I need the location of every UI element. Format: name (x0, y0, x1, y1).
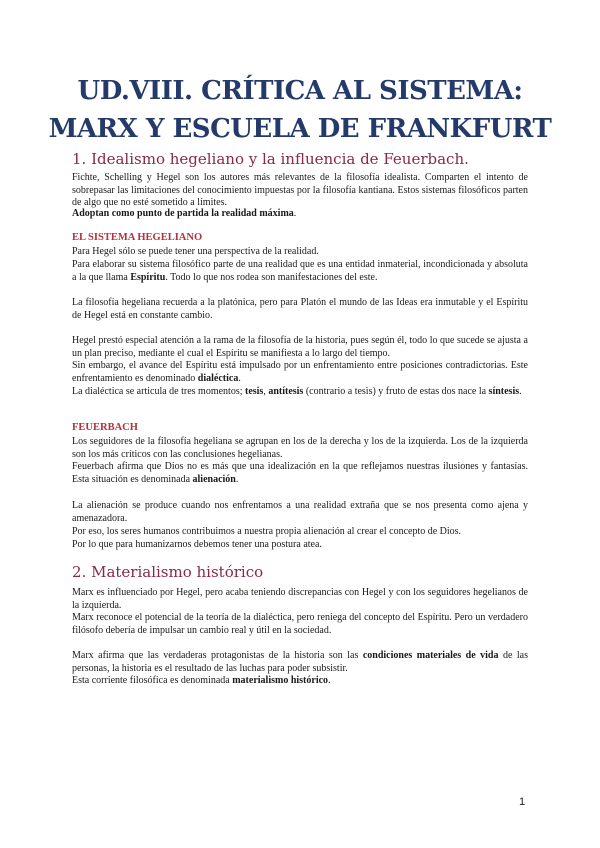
hegel-p6-comma: , (263, 386, 269, 397)
hegel-p2-text-c: . Todo lo que nos rodea son manifestaciones del este. (165, 271, 378, 283)
feuerbach-paragraph-5: Por lo que para humanizarnos debemos tener una postura atea. (72, 539, 322, 550)
s2-p3-bold: condiciones materiales de vida (362, 650, 499, 661)
feuerbach-paragraph-4: Por eso, los seres humanos contribuimos a nuestra propia alienación al crear el concepto de Dios. (72, 526, 462, 537)
hegel-p2-text-a: Para elaborar su sistema filosófico parte de una realidad que es una entidad inmaterial, incondicionada y absoluta a la que llama (72, 259, 528, 283)
hegel-p5-text-a: Sin embargo, el avance del Espíritu está impulsado por un enfrentamiento entre posiciones contradictorias. Este enfrentamiento es denominado (72, 360, 528, 384)
s2-p3-text-a: Marx afirma que las verdaderas protagonistas de la historia son las (72, 650, 363, 661)
hegel-paragraph-4: Hegel prestó especial atención a la rama de la filosofía de la historia, pues según él, todo lo que sucede se ajusta a un plan preciso, mediante el cual el Espíritu se manifiesta a lo largo del tiempo. (72, 335, 528, 359)
s2-p4-period: . (328, 675, 331, 686)
hegel-p6-text-a: La dialéctica se articula de tres momentos; (72, 386, 245, 397)
hegel-p6-bold-antitesis: antítesis (268, 386, 304, 397)
section-2-paragraph-3 (72, 650, 528, 675)
s2-p4-text-a: Esta corriente filosófica es denominada (72, 675, 233, 686)
hegel-paragraph-5 (72, 360, 528, 385)
hegel-p6-period: . (519, 386, 522, 397)
title-line-1: UD.VIII. CRÍTICA AL SISTEMA: (77, 76, 523, 106)
hegel-paragraph-6 (72, 386, 528, 399)
section-1-heading: 1. Idealismo hegeliano y la influencia de Feuerbach. (72, 150, 469, 168)
hegel-paragraph-3: La filosofía hegeliana recuerda a la platónica, pero para Platón el mundo de las Ideas era inmutable y el Espíritu de Hegel está en constante cambio. (72, 297, 528, 321)
hegel-paragraph-1: Para Hegel sólo se puede tener una perspectiva de la realidad. (72, 246, 319, 257)
hegel-p5-bold: dialéctica (197, 372, 239, 384)
hegel-p2-bold: Espíritu (130, 271, 166, 283)
key-point-bold: Adoptan como punto de partida la realidad máxima (72, 208, 294, 219)
title-line-2: MARX Y ESCUELA DE FRANKFURT (48, 114, 552, 144)
hegel-p5-text-c: . (238, 372, 241, 384)
feuerbach-heading: FEUERBACH (72, 422, 138, 433)
hegel-heading: EL SISTEMA HEGELIANO (72, 232, 203, 243)
hegel-paragraph-2 (72, 259, 528, 284)
feuerbach-p2-bold: alienación (192, 473, 236, 485)
section-2-paragraph-2: Marx reconoce el potencial de la teoría de la dialéctica, pero reniega del concepto del Espíritu. Pero un verdadero filósofo debería de impulsar un cambio real y útil en la sociedad. (72, 612, 528, 636)
feuerbach-paragraph-2 (72, 461, 528, 486)
section-1-intro: Fichte, Schelling y Hegel son los autores más relevantes de la filosofía idealista. Comparten el intento de sobrepasar las limitaciones del conocimiento impuestas por la filosofía kantiana. Estos sistemas filosóficos parten de algo que no esté sometido a límites. (72, 172, 528, 209)
s2-p3-text-c: de las personas, la historia es el resultado de las luchas para poder subsistir. (72, 650, 529, 674)
hegel-p6-bold-tesis: tesis (244, 386, 264, 397)
section-2-heading: 2. Materialismo histórico (72, 563, 264, 581)
section-2-paragraph-4 (72, 675, 528, 688)
feuerbach-paragraph-3: La alienación se produce cuando nos enfrentamos a una realidad extraña que se nos presenta como ajena y amenazadora. (72, 500, 528, 524)
section-1-key-point (72, 208, 528, 221)
feuerbach-p2-period: . (235, 473, 239, 485)
key-point-end: . (293, 208, 297, 219)
feuerbach-paragraph-1: Los seguidores de la filosofía hegeliana se agrupan en los de la derecha y los de la izquierda. Los de la izquierda son los más críticos con las conclusiones hegelianas. (72, 436, 528, 460)
feuerbach-p2-text-a: Feuerbach afirma que Dios no es más que una idealización en la que reflejamos nuestras ilusiones y fantasías. Esta situación es denominada (72, 461, 528, 485)
section-2-paragraph-1: Marx es influenciado por Hegel, pero acaba teniendo discrepancias con Hegel y con los seguidores hegelianos de la izquierda. (72, 587, 528, 611)
hegel-p6-text-e: (contrario a tesis) y fruto de estas dos nace la (303, 386, 489, 397)
hegel-p6-bold-sintesis: síntesis (488, 386, 520, 397)
page-number: 1 (519, 796, 526, 808)
s2-p4-bold: materialismo histórico (232, 675, 329, 686)
